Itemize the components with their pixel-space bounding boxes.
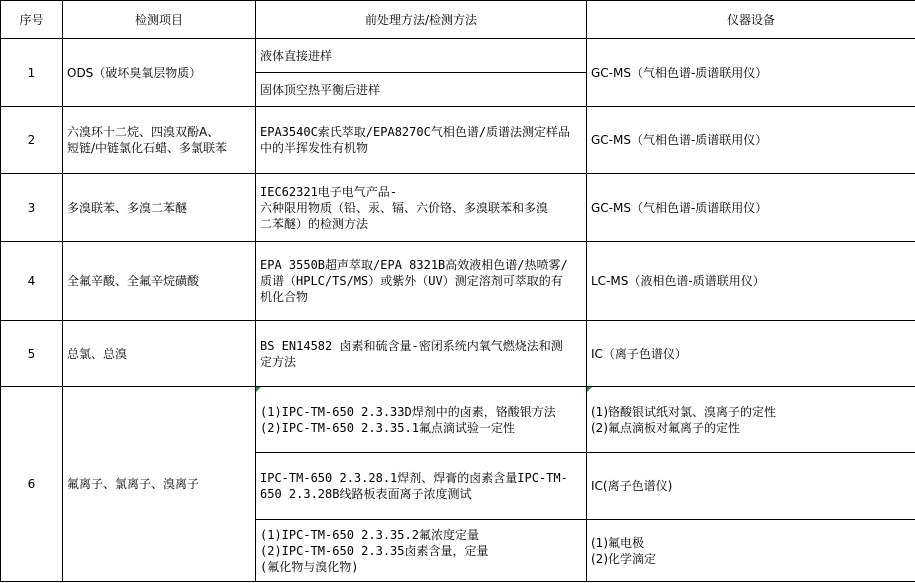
method-line: 中的半挥发性有机物 [260, 141, 369, 155]
table-row [1, 321, 915, 387]
method-line: EPA 3550B超声萃取/EPA 8321B高效液相色谱/热喷雾/ [260, 258, 568, 272]
row-method [256, 387, 587, 453]
method-line: 六种限用物质（铅、汞、镉、六价铬、多溴联苯和多溴 [260, 200, 549, 215]
method-line: 650 2.3.28B线路板表面离子浓度测试 [260, 487, 472, 501]
instrument-line: (1)铬酸银试纸对氯、溴离子的定性 [591, 404, 776, 419]
table-row [1, 242, 915, 321]
table-row [1, 107, 915, 174]
row-instrument [587, 520, 915, 582]
row-method [256, 321, 587, 387]
item-line: 短链/中链氯化石蜡、多氯联苯 [67, 141, 228, 155]
instrument-line: (1)氟电极 [591, 535, 644, 550]
row-method [256, 107, 587, 174]
method-line: (1)IPC-TM-650 2.3.33D焊剂中的卤素，铬酸银方法 [260, 404, 556, 419]
method-line: IPC-TM-650 2.3.28.1焊剂、焊膏的卤素含量IPC-TM- [260, 471, 568, 485]
method-line: (氟化物与溴化物) [260, 559, 359, 574]
row-item: 总氯、总溴 [63, 321, 256, 387]
row-item: ODS（破坏臭氧层物质） [63, 39, 256, 107]
row-method: 固体顶空热平衡后进样 [256, 73, 587, 107]
row-instrument: LC-MS（液相色谱-质谱联用仪） [587, 242, 915, 321]
row-instrument [587, 453, 915, 520]
row-item [63, 107, 256, 174]
row-item: 氟离子、氯离子、溴离子 [63, 387, 256, 582]
instrument-line: IC(离子色谱仪) [591, 479, 673, 493]
method-line: 质谱（HPLC/TS/MS）或紫外（UV）测定溶剂可萃取的有 [260, 274, 563, 288]
row-no: 1 [1, 39, 63, 107]
row-no: 2 [1, 107, 63, 174]
method-line: 二苯醚）的检测方法 [260, 216, 369, 231]
row-method [256, 174, 587, 242]
row-instrument: GC-MS（气相色谱-质谱联用仪） [587, 174, 915, 242]
item-line: 六溴环十二烷、四溴双酚A、 [67, 125, 220, 139]
instrument-line: (2)化学滴定 [591, 551, 656, 566]
method-line: (2)IPC-TM-650 2.3.35.1氟点滴试验一定性 [260, 420, 515, 435]
table-row [1, 39, 915, 73]
header-no: 序号 [1, 1, 63, 39]
table-row [1, 387, 915, 453]
row-instrument: GC-MS（气相色谱-质谱联用仪） [587, 39, 915, 107]
method-line: 机化合物 [260, 290, 309, 304]
method-line: 定方法 [260, 354, 297, 369]
header-item: 检测项目 [63, 1, 256, 39]
row-item: 多溴联苯、多溴二苯醚 [63, 174, 256, 242]
row-no: 4 [1, 242, 63, 321]
row-no: 6 [1, 387, 63, 582]
row-instrument: IC（离子色谱仪） [587, 321, 915, 387]
header-instrument: 仪器设备 [587, 1, 915, 39]
table-row [1, 174, 915, 242]
row-method [256, 520, 587, 582]
row-no: 5 [1, 321, 63, 387]
header-row [1, 1, 915, 39]
method-line: EPA3540C索氏萃取/EPA8270C气相色谱/质谱法测定样品 [260, 125, 571, 139]
row-method: 液体直接进样 [256, 39, 587, 73]
header-method: 前处理方法/检测方法 [256, 1, 587, 39]
method-line: IEC62321电子电气产品- [260, 184, 398, 199]
method-line: BS EN14582 卤素和硫含量-密闭系统内氧气燃烧法和测 [260, 338, 563, 353]
row-instrument: GC-MS（气相色谱-质谱联用仪） [587, 107, 915, 174]
row-item: 全氟辛酸、全氟辛烷磺酸 [63, 242, 256, 321]
row-no: 3 [1, 174, 63, 242]
method-line: (1)IPC-TM-650 2.3.35.2氟浓度定量 [260, 527, 479, 542]
row-method [256, 453, 587, 520]
instrument-line: (2)氟点滴板对氟离子的定性 [591, 420, 740, 435]
row-instrument [587, 387, 915, 453]
method-line: (2)IPC-TM-650 2.3.35卤素含量，定量 [260, 543, 489, 558]
row-method [256, 242, 587, 321]
